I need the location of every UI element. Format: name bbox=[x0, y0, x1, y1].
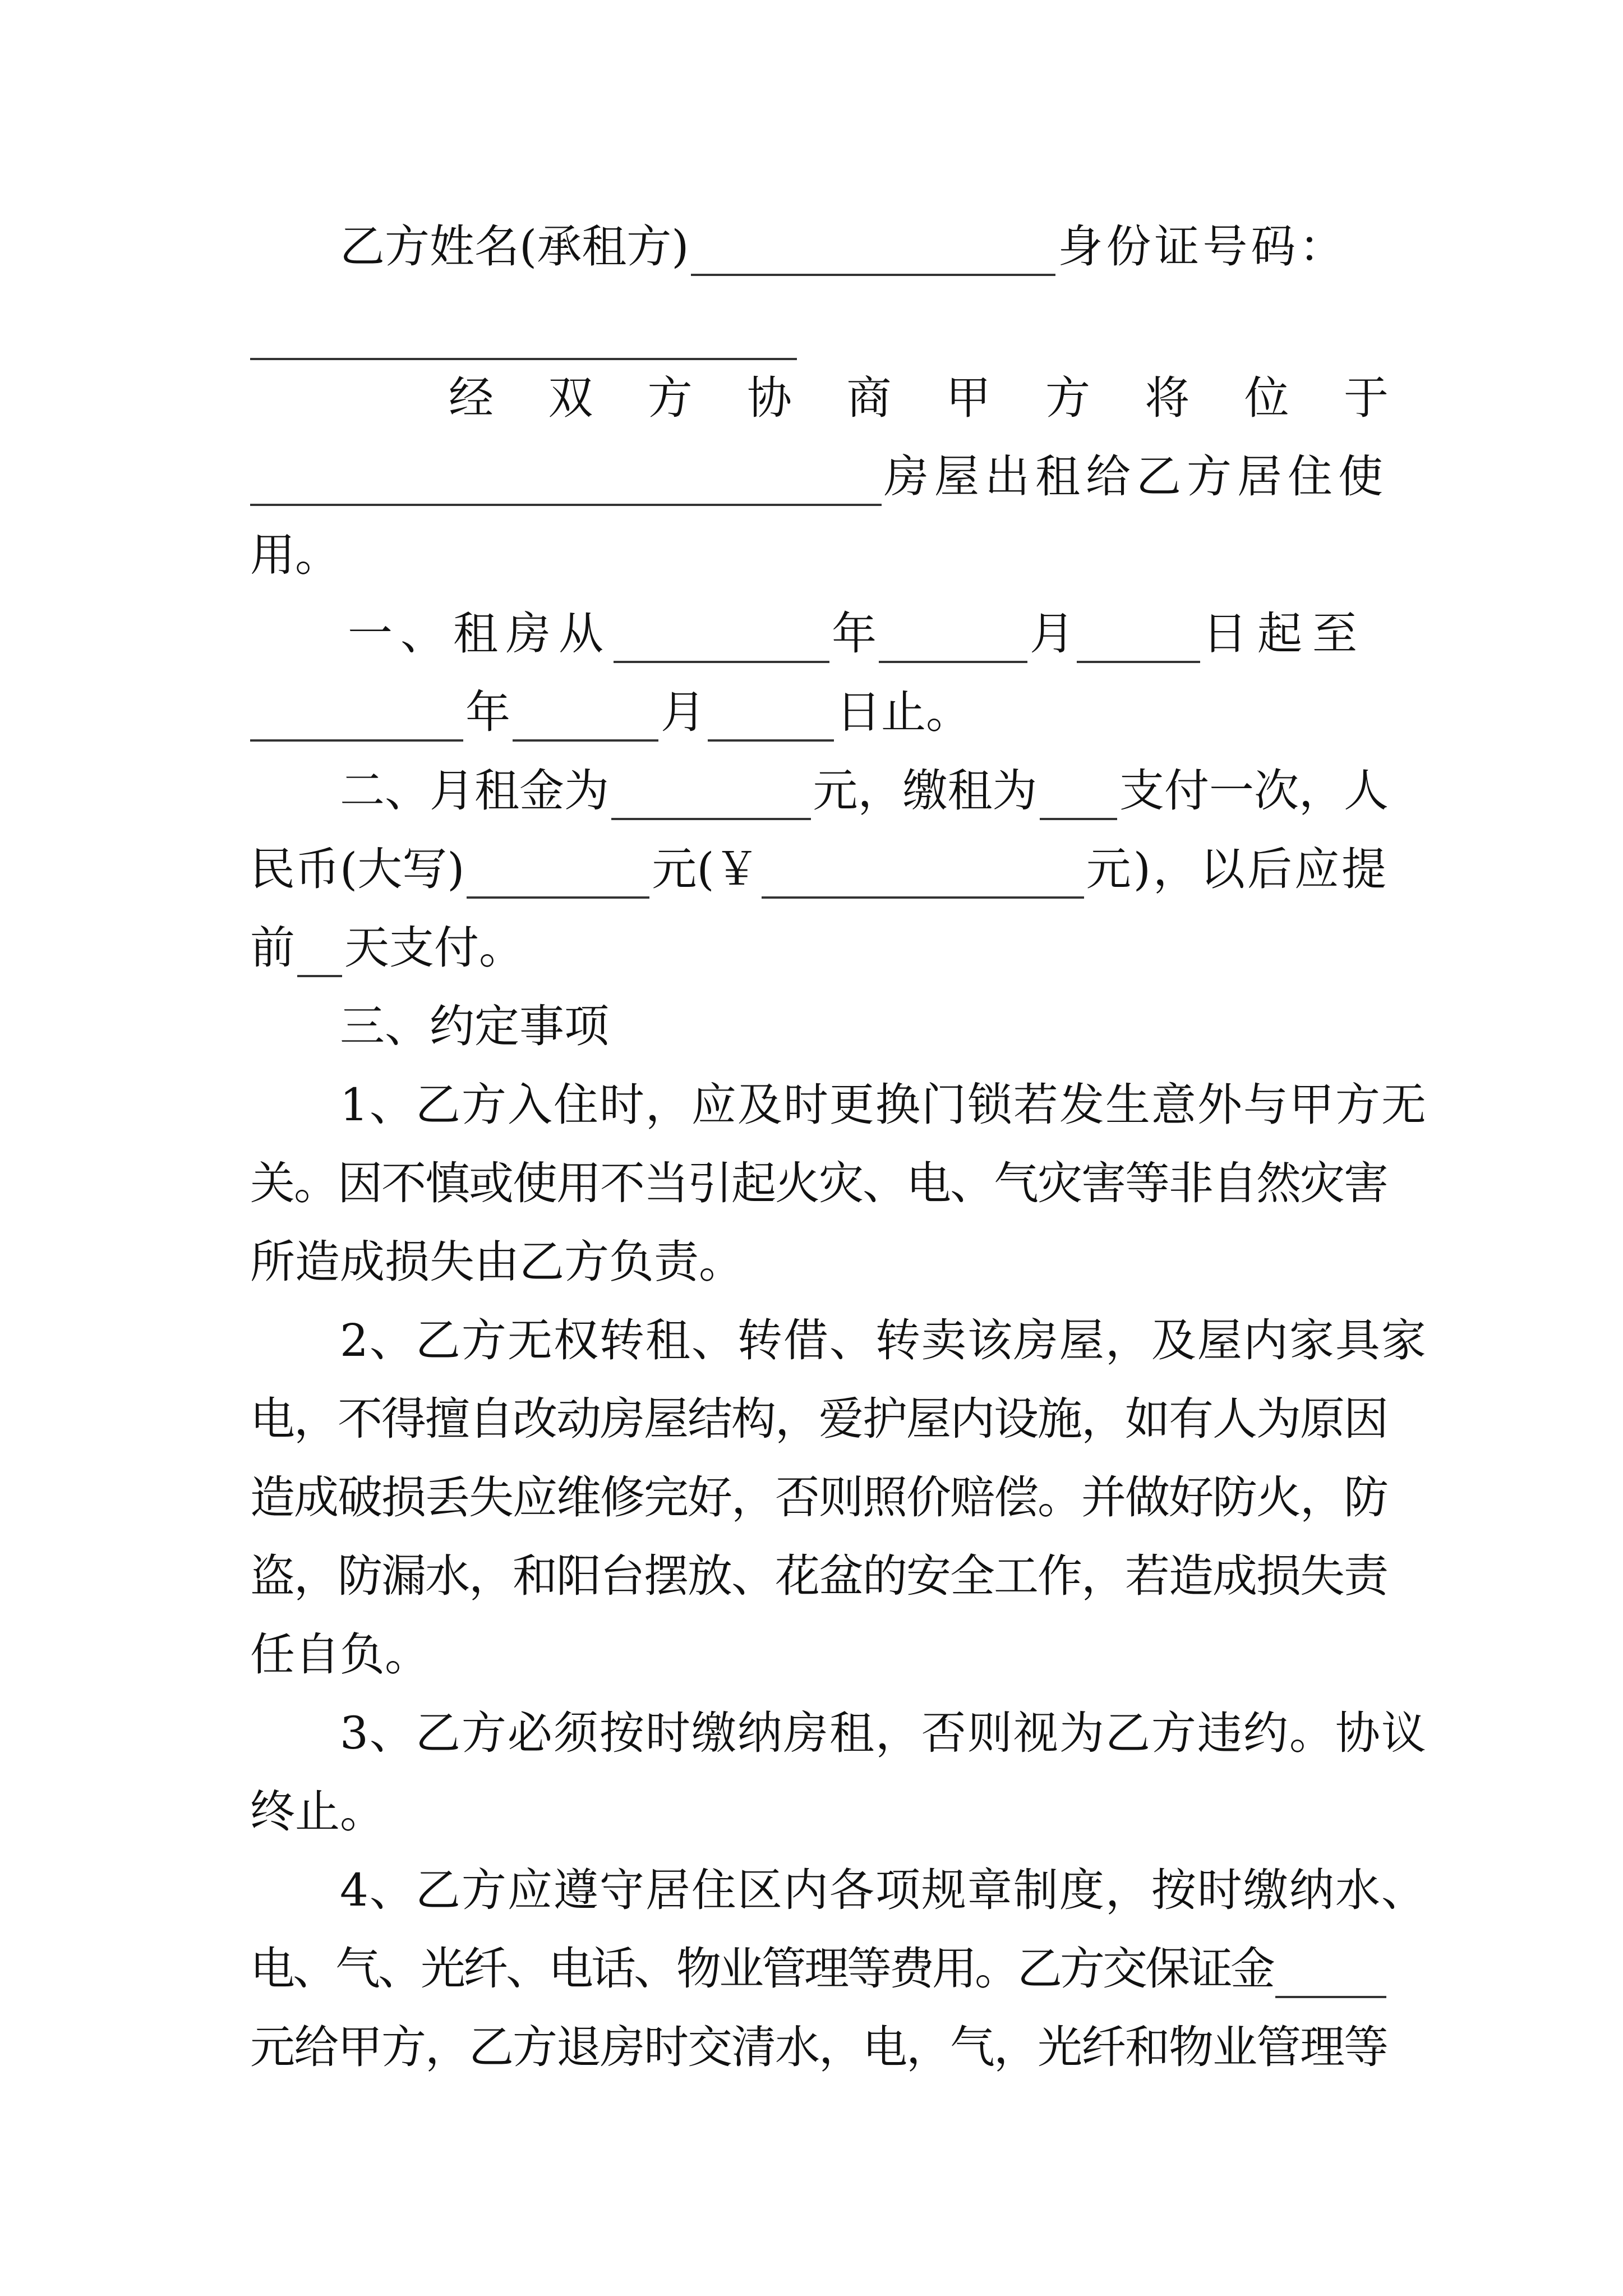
agreement-char: 协 bbox=[746, 372, 792, 424]
clause-1-day-from: 日起至 bbox=[1202, 608, 1367, 660]
item-2-line-1 bbox=[340, 1301, 1427, 1380]
item-2-text-5: 任自负。 bbox=[250, 1628, 430, 1681]
clause-1-month2: 月 bbox=[661, 686, 706, 738]
id-number-line bbox=[250, 292, 1389, 370]
end-month-blank[interactable] bbox=[513, 694, 658, 742]
item-1-text-3: 所造成损失由乙方负责。 bbox=[250, 1236, 744, 1288]
agreement-spread-line bbox=[449, 359, 1389, 438]
item-3-text-1: 3、乙方必须按时缴纳房租，否则视为乙方违约。协议 bbox=[340, 1707, 1427, 1759]
agreement-char: 方 bbox=[647, 372, 693, 424]
clause-2-yuan-yen: 元(￥ bbox=[652, 843, 759, 895]
item-2-text-1: 2、乙方无权转租、转借、转卖该房屋，及屋内家具家 bbox=[340, 1314, 1427, 1366]
clause-1-year2: 年 bbox=[465, 686, 510, 738]
agreement-char: 方 bbox=[1045, 372, 1090, 424]
clause-1-month: 月 bbox=[1030, 608, 1075, 660]
start-month-blank[interactable] bbox=[879, 616, 1027, 663]
address-line bbox=[250, 438, 1389, 516]
item-2-line-2 bbox=[250, 1380, 1389, 1458]
id-number-blank[interactable] bbox=[250, 313, 797, 360]
item-3-line-2 bbox=[250, 1773, 1389, 1851]
item-2-text-2: 电，不得擅自改动房屋结构，爱护屋内设施，如有人为原因 bbox=[250, 1393, 1387, 1445]
agreement-char: 甲 bbox=[946, 372, 991, 424]
usage-line bbox=[250, 516, 1389, 595]
deposit-blank[interactable] bbox=[1275, 1951, 1386, 1998]
advance-days-blank[interactable] bbox=[297, 930, 342, 977]
clause-1-end-line bbox=[250, 673, 1389, 752]
item-1-text-1: 1、乙方入住时，应及时更换门锁若发生意外与甲方无 bbox=[340, 1079, 1427, 1131]
clause-2-yuan-after: 元)，以后应提 bbox=[1086, 843, 1389, 895]
clause-2-once: 支付一次，人 bbox=[1119, 765, 1389, 817]
item-2-line-3 bbox=[250, 1458, 1389, 1537]
clause-2-line bbox=[340, 752, 1389, 830]
item-4-line-1 bbox=[340, 1851, 1427, 1930]
agreement-char: 将 bbox=[1145, 372, 1190, 424]
agreement-char: 经 bbox=[449, 372, 494, 424]
tenant-name-label: 乙方姓名(承租方) bbox=[340, 220, 689, 273]
end-day-blank[interactable] bbox=[708, 694, 834, 742]
item-2-line-4 bbox=[250, 1537, 1389, 1616]
agreement-char: 位 bbox=[1244, 372, 1289, 424]
tenant-name-blank[interactable] bbox=[691, 229, 1055, 276]
clause-1-line bbox=[348, 595, 1389, 673]
clause-2-prefix: 二、月租金为 bbox=[340, 765, 609, 817]
amount-in-words-blank[interactable] bbox=[467, 852, 649, 899]
agreement-char: 于 bbox=[1343, 372, 1389, 424]
amount-in-figures-blank[interactable] bbox=[762, 852, 1084, 899]
item-4-line-3 bbox=[250, 2008, 1389, 2087]
end-year-blank[interactable] bbox=[250, 694, 463, 742]
item-4-text-1: 4、乙方应遵守居住区内各项规章制度，按时缴纳水、 bbox=[340, 1864, 1427, 1916]
id-number-label: 身份证号码： bbox=[1058, 220, 1348, 273]
clause-2-before: 前 bbox=[250, 922, 295, 974]
item-3-line-1 bbox=[340, 1694, 1427, 1773]
item-1-line-3 bbox=[250, 1223, 1389, 1301]
clause-2-rmb: 民币(大写) bbox=[250, 843, 465, 895]
start-year-blank[interactable] bbox=[614, 616, 829, 663]
item-4-line-2 bbox=[250, 1930, 1389, 2008]
agreement-char: 双 bbox=[548, 372, 593, 424]
item-2-text-4: 盗，防漏水，和阳台摆放、花盆的安全工作，若造成损失责 bbox=[250, 1550, 1387, 1602]
item-4-text-2: 电、气、光纤、电话、物业管理等费用。乙方交保证金 bbox=[250, 1943, 1273, 1995]
clause-3-heading: 三、约定事项 bbox=[340, 1000, 609, 1052]
item-2-line-5 bbox=[250, 1616, 1389, 1694]
usage-end-text: 用。 bbox=[250, 529, 340, 581]
item-4-text-3: 元给甲方，乙方退房时交清水，电，气，光纤和物业管理等 bbox=[250, 2021, 1387, 2073]
payment-period-blank[interactable] bbox=[1040, 773, 1118, 820]
monthly-rent-blank[interactable] bbox=[611, 773, 811, 820]
clause-2-days: 天支付。 bbox=[344, 922, 524, 974]
clause-3-heading-line bbox=[340, 987, 1389, 1066]
item-2-text-3: 造成破损丢失应维修完好，否则照价赔偿。并做好防火，防 bbox=[250, 1471, 1387, 1524]
item-1-line-1 bbox=[340, 1066, 1427, 1144]
clause-1-year: 年 bbox=[832, 608, 877, 660]
item-1-text-2: 关。因不慎或使用不当引起火灾、电、气灾害等非自然灾害 bbox=[250, 1157, 1387, 1209]
clause-2-advance-line bbox=[250, 909, 1389, 987]
clause-2-amount-line bbox=[250, 830, 1389, 909]
clause-1-day-to: 日止。 bbox=[836, 686, 971, 738]
clause-2-yuan-pay: 元，缴租为 bbox=[813, 765, 1038, 817]
rent-to-tenant-text: 房屋出租给乙方居住使 bbox=[884, 450, 1389, 503]
item-1-line-2 bbox=[250, 1144, 1389, 1223]
tenant-name-line bbox=[340, 208, 1389, 286]
start-day-blank[interactable] bbox=[1077, 616, 1200, 663]
address-blank[interactable] bbox=[250, 459, 882, 506]
item-3-text-2: 终止。 bbox=[250, 1786, 385, 1838]
clause-1-prefix: 一、租房从 bbox=[348, 608, 611, 660]
agreement-char: 商 bbox=[846, 372, 892, 424]
